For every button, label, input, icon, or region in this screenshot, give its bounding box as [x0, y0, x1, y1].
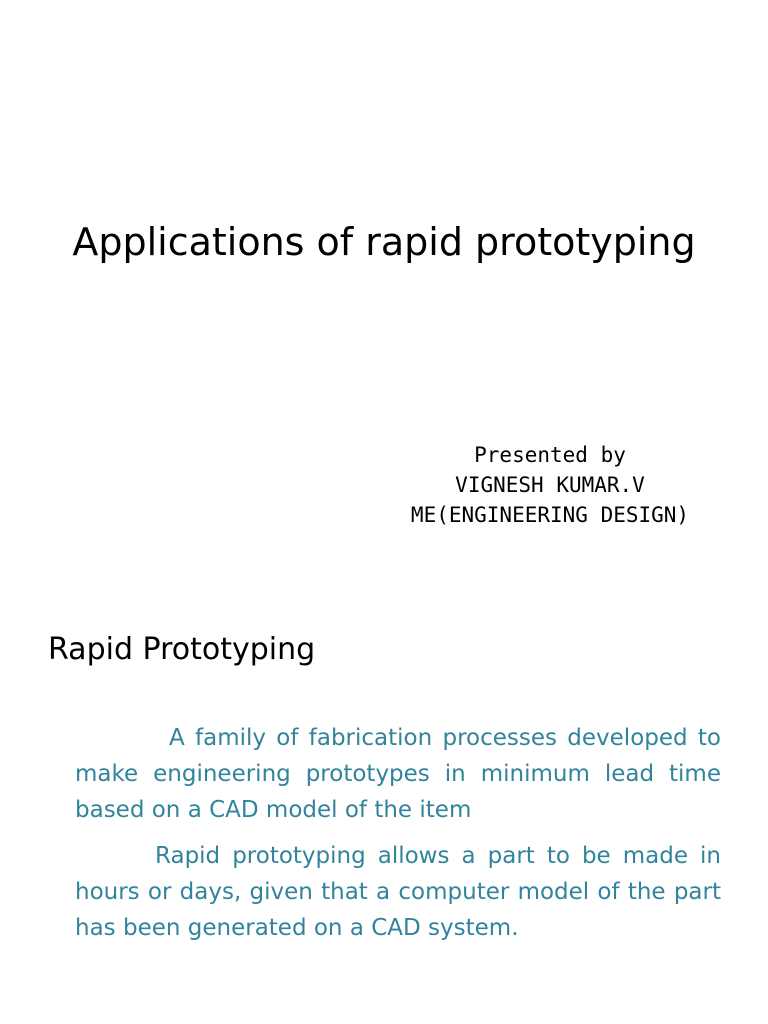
description-text: Rapid prototyping allows a part to be made in hours or days, given that a computer model of the part has been generated on a CAD system. [75, 843, 721, 941]
presented-by-label: Presented by [474, 443, 626, 467]
description-paragraph [75, 838, 721, 946]
presenter-degree: ME(ENGINEERING DESIGN) [410, 503, 690, 527]
slide-rapid-prototyping [0, 588, 768, 1024]
definition-paragraph [75, 720, 721, 828]
presentation-title: Applications of rapid prototyping [72, 220, 696, 264]
definition-text: A family of fabrication processes developed to make engineering prototypes in minimum lead time based on a CAD model of the item [75, 725, 721, 823]
presenter-name: VIGNESH KUMAR.V [455, 473, 645, 497]
slide-heading: Rapid Prototyping [48, 632, 316, 667]
presenter-block [380, 440, 720, 530]
